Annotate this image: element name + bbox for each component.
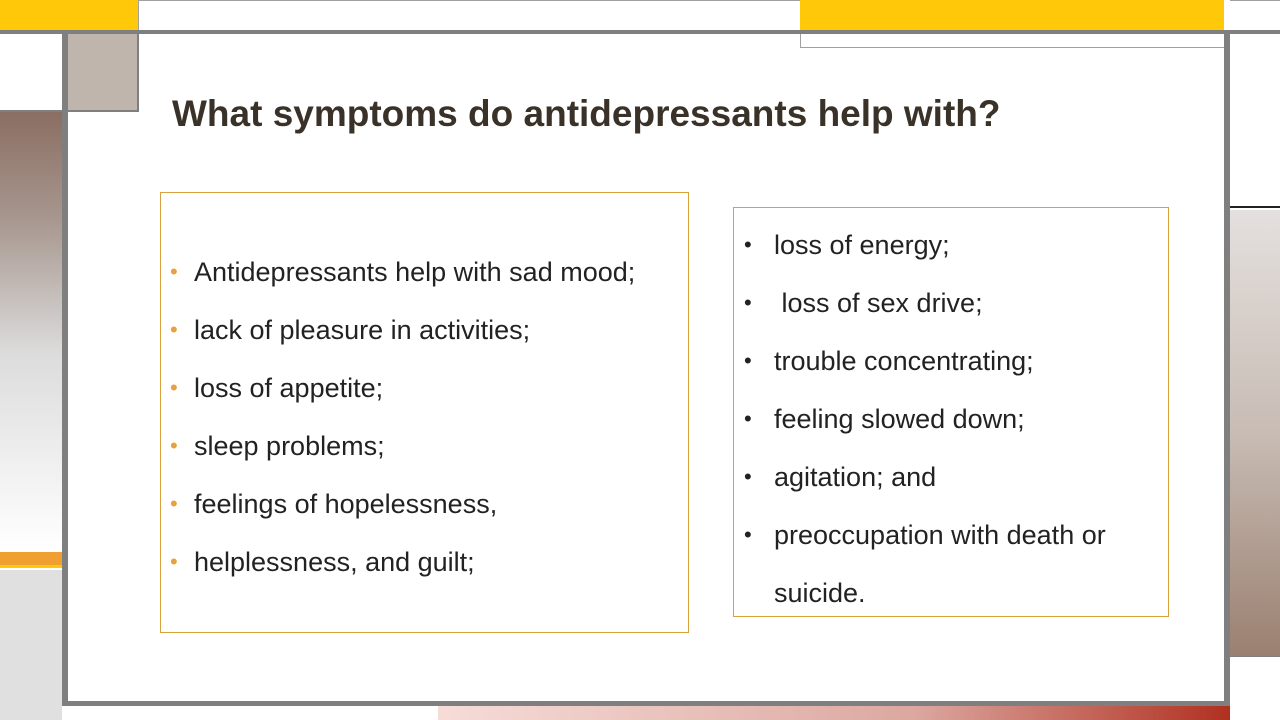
decor-bottom-white	[68, 706, 438, 720]
list-item-text: trouble concentrating;	[774, 346, 1034, 376]
frame-right	[1224, 30, 1230, 705]
right-text-box[interactable]	[733, 207, 1169, 617]
list-item	[734, 506, 1106, 564]
left-bullet-list	[161, 243, 635, 591]
decor-right-strip-top	[1230, 34, 1280, 208]
left-text-box[interactable]	[160, 192, 689, 633]
decor-bottom-gradient	[438, 706, 1230, 720]
list-item	[734, 448, 1106, 506]
list-item	[734, 390, 1106, 448]
list-item-text: loss of appetite;	[194, 373, 384, 403]
list-item-text: loss of energy;	[774, 230, 950, 260]
decor-left-bottom	[0, 570, 62, 720]
list-item-text: helplessness, and guilt;	[194, 547, 475, 577]
decor-left-strip-top	[0, 34, 62, 112]
list-item-text: feelings of hopelessness,	[194, 489, 498, 519]
decor-left-orange-band	[0, 552, 64, 568]
bullet-icon: •	[744, 232, 752, 257]
list-item	[161, 417, 635, 475]
list-item	[161, 533, 635, 591]
bullet-icon: •	[744, 348, 752, 373]
bullet-icon: •	[744, 406, 752, 431]
list-item-text: preoccupation with death or	[774, 520, 1106, 550]
bullet-icon: •	[744, 290, 752, 315]
decor-right-bottom	[1230, 656, 1280, 720]
decor-left-gradient	[0, 112, 62, 552]
right-bullet-list	[734, 216, 1106, 622]
list-item	[734, 274, 1106, 332]
bullet-icon: •	[170, 433, 178, 458]
bullet-icon: •	[744, 464, 752, 489]
frame-left	[62, 30, 68, 705]
list-item-text: sleep problems;	[194, 431, 385, 461]
list-item-text: lack of pleasure in activities;	[194, 315, 531, 345]
list-item-text: loss of sex drive;	[774, 288, 983, 318]
bullet-icon: •	[744, 522, 752, 547]
list-item	[161, 301, 635, 359]
list-item-text: feeling slowed down;	[774, 404, 1025, 434]
decor-line-under-yellow	[800, 34, 1280, 48]
decor-yellow-top-left	[0, 0, 138, 30]
list-item	[734, 332, 1106, 390]
list-item-text: suicide.	[774, 578, 866, 608]
list-item	[734, 216, 1106, 274]
list-item	[161, 359, 635, 417]
list-item-continuation	[734, 564, 1106, 622]
list-item-text: Antidepressants help with sad mood;	[194, 257, 636, 287]
slide-title: What symptoms do antidepressants help with?	[172, 93, 1001, 134]
bullet-icon: •	[170, 375, 178, 400]
decor-right-gradient	[1230, 210, 1280, 656]
decor-taupe-square	[68, 34, 139, 112]
decor-yellow-top-right	[800, 0, 1224, 30]
bullet-icon: •	[170, 317, 178, 342]
bullet-icon: •	[170, 259, 178, 284]
list-item	[161, 243, 635, 301]
bullet-icon: •	[170, 549, 178, 574]
list-item-text: agitation; and	[774, 462, 937, 492]
bullet-icon: •	[170, 491, 178, 516]
decor-line-top	[138, 0, 800, 30]
list-item	[161, 475, 635, 533]
decor-line-right-top	[1230, 0, 1280, 30]
